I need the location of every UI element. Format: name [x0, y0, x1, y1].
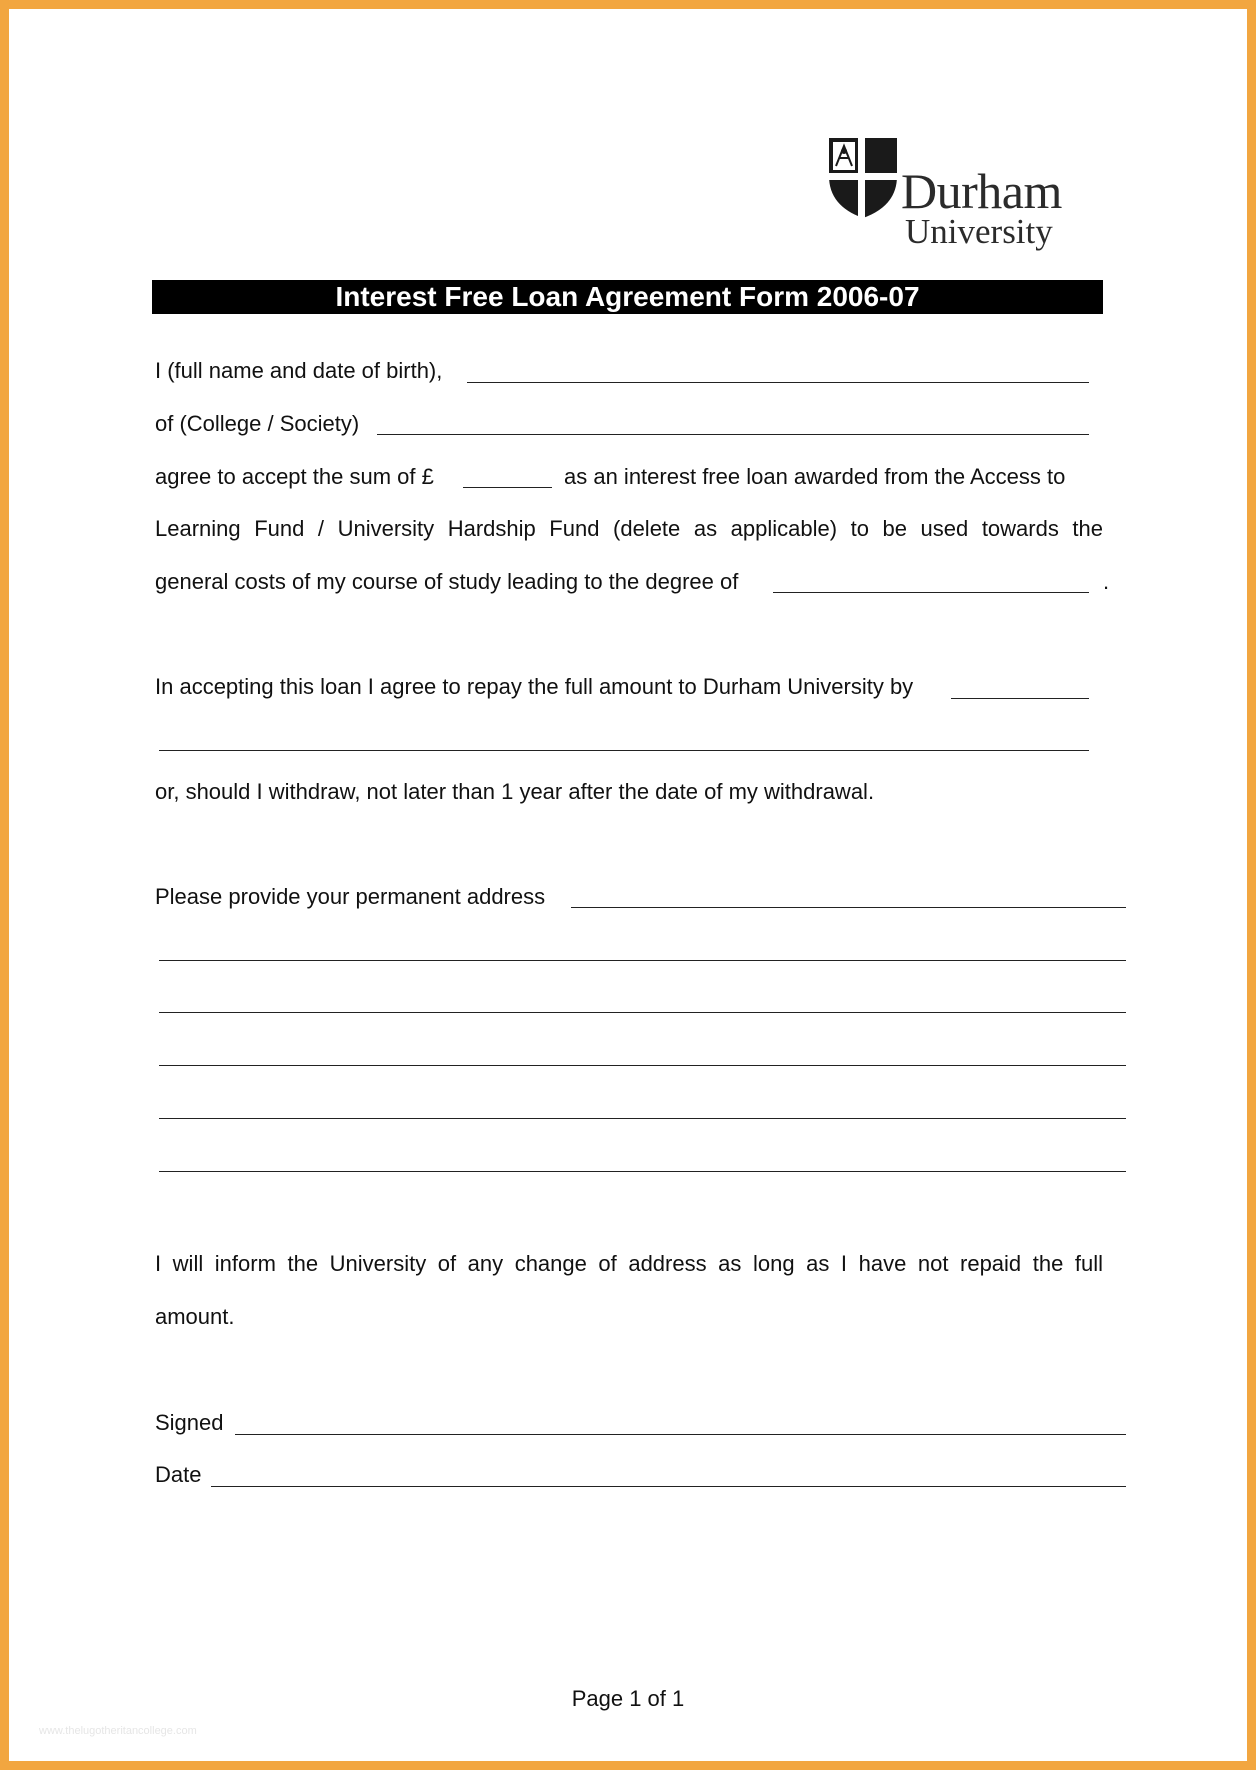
degree-field[interactable] — [773, 592, 1089, 593]
address-label: Please provide your permanent address — [155, 884, 546, 909]
logo-word-durham: Durham — [901, 163, 1062, 219]
address-line-1[interactable] — [571, 907, 1126, 908]
date-label: Date — [155, 1462, 202, 1487]
logo-word-university: University — [905, 212, 1053, 251]
sum-suffix-text: as an interest free loan awarded from the Access to — [564, 464, 1066, 489]
watermark-text: www.thelugotheritancollege.com — [39, 1725, 197, 1737]
degree-end-period: . — [1103, 569, 1110, 594]
loan-sum-field[interactable] — [463, 487, 552, 488]
address-line-3[interactable] — [159, 1012, 1126, 1013]
college-society-field[interactable] — [377, 434, 1089, 435]
degree-label: general costs of my course of study leading to the degree of — [155, 569, 739, 594]
address-line-2[interactable] — [159, 960, 1126, 961]
fund-text: Learning Fund / University Hardship Fund (delete as applicable) to be used towards the — [155, 516, 1103, 541]
name-label: I (full name and date of birth), — [155, 358, 443, 383]
college-label: of (College / Society) — [155, 411, 360, 436]
repay-date-field[interactable] — [951, 698, 1089, 699]
page-number: Page 1 of 1 — [571, 1686, 685, 1711]
signed-label: Signed — [155, 1410, 224, 1435]
address-line-6[interactable] — [159, 1171, 1126, 1172]
name-dob-field[interactable] — [467, 382, 1089, 383]
address-line-5[interactable] — [159, 1118, 1126, 1119]
signature-field[interactable] — [235, 1434, 1126, 1435]
repay-label: In accepting this loan I agree to repay the full amount to Durham University by — [155, 674, 914, 699]
repay-date-field-continued[interactable] — [159, 750, 1089, 751]
sum-prefix-text: agree to accept the sum of £ — [155, 464, 434, 489]
date-field[interactable] — [211, 1486, 1126, 1487]
withdraw-text: or, should I withdraw, not later than 1 year after the date of my withdrawal. — [155, 779, 875, 804]
inform-text-end: amount. — [155, 1304, 235, 1329]
inform-text: I will inform the University of any change of address as long as I have not repaid the full — [155, 1251, 1103, 1276]
form-title: Interest Free Loan Agreement Form 2006-07 — [152, 280, 1103, 314]
crest-icon — [827, 136, 899, 220]
address-line-4[interactable] — [159, 1065, 1126, 1066]
document-page — [9, 9, 1247, 1761]
durham-university-logo — [827, 136, 1097, 251]
